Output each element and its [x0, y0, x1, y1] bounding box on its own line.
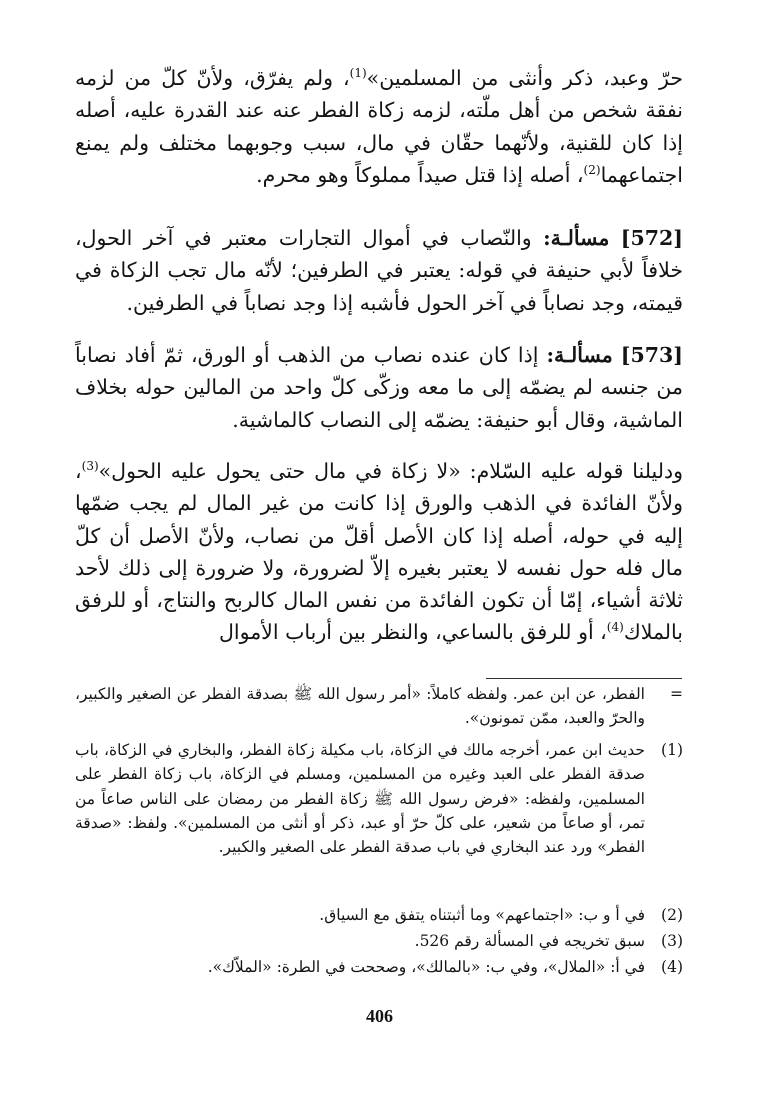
footnote-continuation — [75, 682, 683, 731]
footnote-text: في أ و ب: «اجتماعهم» وما أثبتناه يتفق مع السياق. — [319, 906, 645, 924]
paragraph4-text-c: ، أو للرفق بالساعي، والنظر بين أرباب الأموال — [219, 620, 607, 645]
footnote-mark: (2) — [661, 906, 683, 924]
footnote-mark: (3) — [661, 932, 683, 950]
footnote-4 — [75, 955, 683, 979]
footnote-mark: (4) — [661, 958, 683, 976]
footnote-ref-4[interactable]: (4) — [606, 620, 624, 635]
issue-text: إذا كان عنده نصاب من الذهب أو الورق، ثمّ أفاد نصاباً من جنسه لم يضمّه إلى ما معه وزكّى كلّ واحد من المالين حوله بخلاف الماشية، وقال أبو حنيفة: يضمّه إلى النصاب كالماشية. — [75, 343, 683, 432]
footnote-separator — [486, 678, 682, 679]
footnote-ref-1[interactable]: (1) — [349, 66, 367, 81]
paragraph4-text-b: ، ولأنّ الفائدة في الذهب والورق إذا كانت من غير المال لم يجب ضمّها إليه في حوله، أصله إذا كان الأصل أقلّ من نصاب، ولأنّ الأصل أن كلّ مال فله حول نفسه لا يعتبر بغيره إلاّ لضرورة، ولا ضرورة إلى ذلك لأحد ثلاثة أشياء، إمّا أن تكون الفائدة من نفس المال كالربح والنتاج، أو للرفق بالملاك — [75, 459, 683, 645]
footnote-2 — [75, 903, 683, 927]
footnote-mark: (1) — [661, 741, 683, 759]
evidence-paragraph — [75, 455, 683, 649]
page-number: 406 — [366, 1006, 393, 1026]
issue-number: [573] — [620, 343, 683, 367]
paragraph4-text-a: ودليلنا قوله عليه السّلام: «لا زكاة في مال حتى يحول عليه الحول» — [98, 459, 683, 483]
footnote-3 — [75, 929, 683, 953]
footnote-mark: = — [670, 685, 683, 703]
issue-number: [572] — [620, 226, 683, 250]
footnote-text: حديث ابن عمر، أخرجه مالك في الزكاة، باب مكيلة زكاة الفطر، والبخاري في الزكاة، باب صدقة الفطر على العبد وغيره من المسلمين، ومسلم في الزكاة، باب زكاة الفطر على المسلمين، ولفظه: «فرض رسول الله ﷺ زكاة الفطر من رمضان على الناس صاعاً من تمر، أو صاعاً من شعير، على كلّ حرّ أو عبد، ذكر أو أنثى من المسلمين». ولفظ: «صدقة الفطر» ورد عند البخاري في باب صدقة الفطر على الصغير والكبير. — [75, 741, 645, 857]
footnote-ref-3[interactable]: (3) — [81, 459, 99, 474]
footnote-text: في أ: «الملال»، وفي ب: «بالمالك»، وصححت في الطرة: «الملاّك». — [207, 958, 645, 976]
paragraph1-text-c: ، أصله إذا قتل صيداً مملوكاً وهو محرم. — [256, 162, 584, 187]
footnote-text: الفطر، عن ابن عمر. ولفظه كاملاً: «أمر رسول الله ﷺ بصدقة الفطر عن الصغير والكبير، والحرّ والعبد، ممّن تمونون». — [75, 685, 645, 728]
paragraph1-text-b: ، ولم يفرّق، ولأنّ كلّ من لزمه نفقة شخص من أهل ملّته، لزمه زكاة الفطر عنه عند القدرة عليه، أصله إذا كان للقنية، ولأنّهما حقّان في مال، سبب وجوبهما مختلف ولم يمنع اجتماعهما — [75, 66, 683, 187]
paragraph1-text-a: حرّ وعبد، ذكر وأنثى من المسلمين» — [366, 66, 683, 90]
issue-label: مسألـة: — [546, 343, 613, 367]
issue-573-paragraph — [75, 339, 683, 436]
footnote-ref-2[interactable]: (2) — [583, 163, 601, 178]
issue-572-paragraph — [75, 222, 683, 319]
footnote-1 — [75, 738, 683, 859]
issue-text: والنّصاب في أموال التجارات معتبر في آخر الحول، خلافاً لأبي حنيفة في قوله: يعتبر في الطرفين؛ لأنّه مال تجب الزكاة في قيمته، وجد نصاباً في آخر الحول فأشبه إذا وجد نصاباً في الطرفين. — [75, 226, 683, 315]
issue-label: مسألـة: — [543, 226, 610, 250]
paragraph-continuation — [75, 62, 683, 191]
footnote-text: سبق تخريجه في المسألة رقم 526. — [414, 932, 645, 950]
